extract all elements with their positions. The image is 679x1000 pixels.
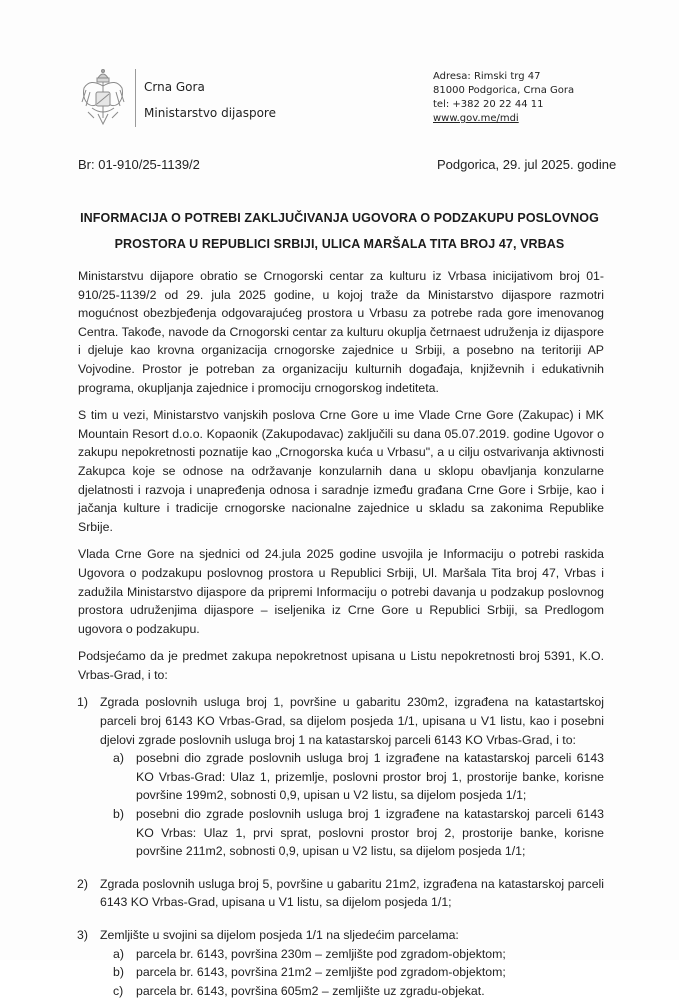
paragraph: Vlada Crne Gore na sjednici od 24.jula 2025 godine usvojila je Informaciju o potrebi raskida Ugovora o podzakupu poslovnog prostora u Republici Srbiji, Ul. Maršala Tita broj 47, Vrbas i zadužila Ministarstvo dijaspore da pripremi Informaciju o potrebi davanja u podzakup poslovnog prostora udruženjima dijaspore – iseljenika iz Crne Gore u Republici Srbiji, sa Predlogom ugovora o podzakupu. — [78, 547, 604, 636]
sub-list-letter: b) — [113, 807, 124, 822]
sub-list-text: parcela br. 6143, površina 21m2 – zemljište pod zgradom-objektom; — [136, 965, 506, 980]
city-line: 81000 Podgorica, Crna Gora — [433, 85, 575, 96]
address-line: Adresa: Rimski trg 47 — [433, 71, 541, 82]
sub-list-text: posebni dio zgrade poslovnih usluga broj 1 izgrađene na katastarskoj parceli 6143 KO Vrbas: Ulaz 1, prvi sprat, poslovni prostor broj 2, prostorije banke, korisne površine 211m2, sobnosti 0,9, upisan u V2 listu, sa dijelom posjeda 1/1; — [136, 807, 604, 859]
list-number: 3) — [77, 928, 88, 942]
document-body — [78, 267, 604, 1000]
paragraph: Ministarstvu dijapore obratio se Crnogorski centar za kulturu iz Vrbasa inicijativom broj 01-910/25-1139/2 od 29. jula 2025 godine, u kojoj traže da Ministarstvo dijaspore razmotri mogućnost obezbjeđenja odgovarajućeg prostora u Vrbasu za potrebe rada gore imenovanog Centra. Takođe, navode da Crnogorski centar za kulturu okuplja četrnaest udruženja iz dijaspore i djeluje kao krovna organizacija crnogorske zajednice u Srbiji, a posebno na teritoriji AP Vojvodine. Prostor je potreban za organizaciju kulturnih događaja, književnih i edukativnih programa, okupljanja zajednice i promociju crnogorskog indetiteta. — [78, 269, 604, 395]
sub-list-text: parcela br. 6143, površina 230m – zemljište pod zgradom-objektom; — [136, 946, 506, 961]
phone-line: tel: +382 20 22 44 11 — [433, 99, 544, 110]
ministry-name: Ministarstvo dijaspore — [144, 106, 276, 120]
website-link[interactable]: www.gov.me/mdi — [433, 113, 519, 124]
list-number: 1) — [77, 695, 88, 710]
sub-list-letter: a) — [113, 946, 124, 961]
document-title — [0, 205, 679, 257]
sub-list-item — [78, 749, 604, 805]
document-date: Podgorica, 29. jul 2025. godine — [437, 157, 617, 172]
montenegro-coat-of-arms-icon — [78, 68, 128, 128]
list-text: Zgrada poslovnih usluga broj 5, površine u gabaritu 21m2, izgrađena na katastarskoj parceli 6143 KO Vrbas-Grad, upisana u V1 listu, sa dijelom posjeda 1/1; — [100, 876, 604, 910]
contact-block — [433, 70, 574, 126]
sub-list-item — [78, 982, 604, 1000]
title-line-1: INFORMACIJA O POTREBI ZAKLJUČIVANJA UGOVORA O PODZAKUPU POSLOVNOG — [80, 211, 599, 225]
paragraph: Podsjećamo da je predmet zakupa nepokretnost upisana u Listu nepokretnosti broj 5391, K.O. Vrbas-Grad, i to: — [78, 649, 604, 682]
list-item — [78, 693, 604, 749]
sub-list-text: parcela br. 6143, površina 605m2 – zemljište uz zgradu-objekat. — [136, 983, 485, 998]
sub-list-item — [78, 805, 604, 861]
sub-list — [78, 749, 604, 861]
paragraph: S tim u vezi, Ministarstvo vanjskih poslova Crne Gore u ime Vlade Crne Gore (Zakupac) i MK Mountain Resort d.o.o. Kopaonik (Zakupodavac) zaključili su dana 05.07.2019. godine Ugovor o zakupu nepokretnosti poznatije kao „Crnogorska kuća u Vrbasu", a u cilju ostvarivanja aktivnosti Zakupca koje se odnose na održavanje konzularnih dana u sklopu obavljanja konzularne djelatnosti i razvoja i unapređenja odnosa i saradnje između građana Crne Gore i Srbije, kao i jačanja kulture i tradicije crnogorske nacionalne zajednice u skladu sa zakonima Republike Srbije. — [78, 408, 604, 534]
sub-list-letter: c) — [113, 983, 124, 998]
country-name: Crna Gora — [144, 80, 205, 94]
sub-list — [78, 945, 604, 1000]
title-line-2: PROSTORA U REPUBLICI SRBIJI, ULICA MARŠALA TITA BROJ 47, VRBAS — [114, 237, 565, 251]
sub-list-item — [78, 963, 604, 982]
list-text: Zgrada poslovnih usluga broj 1, površine u gabaritu 230m2, izgrađena na katastartskoj parceli broj 6143 KO Vrbas-Grad, sa dijelom posjeda 1/1, upisana u V1 listu, kao i posebni djelovi zgrade poslovnih usluga broj 1 na katastarskoj parceli 6143 KO Vrbas-Grad, i to: — [100, 695, 604, 747]
sub-list-letter: b) — [113, 965, 124, 980]
list-text: Zemljište u svojini sa dijelom posjeda 1/1 na sljedećim parcelama: — [100, 928, 459, 942]
sub-list-text: posebni dio zgrade poslovnih usluga broj 1 izgrađene na katastarskoj parceli 6143 KO Vrbas-Grad: Ulaz 1, prizemlje, poslovni prostor broj 1, prostorije banke, korisne površine 199m2, sobnosti 0,9, upisan u V2 listu, sa dijelom posjeda 1/1; — [136, 751, 604, 803]
list-item — [78, 875, 604, 912]
property-list — [78, 693, 604, 1000]
list-item — [78, 926, 604, 945]
sub-list-item — [78, 945, 604, 964]
reference-number: Br: 01-910/25-1139/2 — [78, 157, 200, 172]
header-divider — [135, 69, 136, 127]
list-number: 2) — [77, 876, 88, 891]
sub-list-letter: a) — [113, 751, 124, 766]
